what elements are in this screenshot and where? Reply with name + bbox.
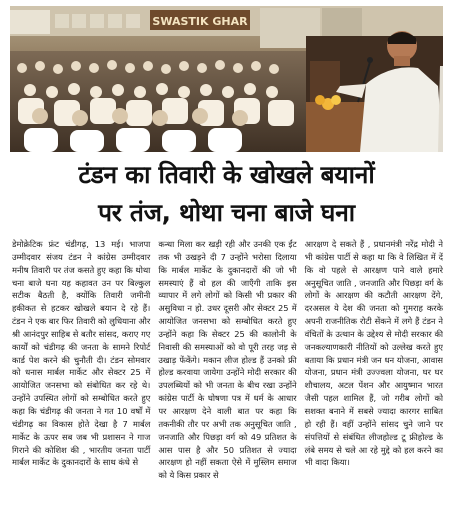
headline	[6, 156, 447, 232]
swastik-ghar-banner: SWASTIK GHAR	[152, 15, 248, 28]
headline-line-2: पर तंज, थोथा चना बाजे घना	[98, 198, 355, 227]
article-column-3	[305, 238, 443, 526]
article-column-1	[12, 238, 150, 526]
headline-line-1: टंडन का तिवारी के खोखले बयानों	[78, 160, 375, 189]
article-body	[12, 238, 443, 526]
article-paragraph-1: डेमोक्रेटिक फ्रंट चंडीगढ़, 13 मई। भाजपा उम्मीदवार संजय टंडन ने कांग्रेस उम्मीदवार मनीष तिवारी पर तंज कसते हुए कहा कि थोथा चना बाजे घना यह कहावत उन पर बिल्कुल सटीक बैठती है, क्योंकि तिवारी जमीनी हकीकत से हटकर खोखले बयान दे रहे हैं। टंडन ने एक बार फिर तिवारी को लुधियाना और श्री आनंदपुर साहिब से बतौर सांसद, कराए गए कार्यों को चंडीगढ़ की जनता के सामने रिपोर्ट कार्ड पेश करने की चुनौती दी। टंडन सोमवार को धनास मार्बल मार्केट और सेक्टर 25 में आयोजित जनसभा को संबोधित कर रहे थे। उन्होंने उपस्थित लोगों को सम्बोधित करते हुए कहा कि चंडीगढ़ की जनता ने गत 10 वर्षों में चंडीगढ़ का विकास होते देखा है 7 मार्बल मार्केट के ऊपर सब जब भी प्रशासन ने गाज गिराने की कोशिश की , भारतीय जनता पार्टी मार्बल मार्केट के दुकानदारों के साथ कंधे से	[12, 239, 151, 468]
article-paragraph-3: आरक्षण दे सकते हैं , प्रधानमंत्री नरेंद्र मोदी ने भी कांग्रेस पार्टी से कहा था कि वे लिखित में दें कि वो पहले से आरक्षण पाने वाले हमारे अनुसूचित जाति , जनजाति और पिछड़ा वर्ग के लोगों के आरक्षण की कटौती आरक्षण देंगे, दरअसल ये देश की जनता को गुमराह करके अपनी राजनीतिक रोटी सेंकने में लगे हैं टंडन ने वंचितों के उत्थान के उद्देश्य से मोदी सरकार की जनकल्याणकारी नीतियों को उल्लेख करते हुए बताया कि प्रधान मंत्री जन धन योजना, आवास योजना, प्रधान मंत्री उज्ज्वला योजना, घर घर शौचालय, अटल पेंशन और आयुष्मान भारत जैसी पहल शामिल हैं, जो गरीब लोगों को सशक्त बनाने में सबसे ज्यादा कारगर साबित हो रही हैं। वहीं उन्होंने सांसद चुने जाने पर संपत्तियों से संबंधित लीजहोल्ड टू फ्रीहोल्ड के लंबे समय से चले आ रहे मुद्दे को हल करने का भी वादा किया।	[304, 239, 443, 468]
article-paragraph-2: कन्धा मिला कर खड़ी रही और उनकी एक ईंट तक भी उखड़ने दी 7 उन्होंने भरोसा दिलाया कि मार्बल मार्केट के दुकानदारों की जो भी समस्याएं हैं वो हल की जाएँगी ताकि इस व्यापार में लगे लोगों को किसी भी प्रकार की असुविधा न हो. उधर दूसरी और सेक्टर 25 में आयोजित जनसभा को सम्बोधित करते हुए उन्होंने कहा कि सेक्टर 25 की कालोनी के निवासी की समस्याओं को वो पूरी तरह जड़ से उखाड़ फेंकेंगे। मकान लीज होल्ड हैं उनको फ्री होल्ड करवाया जायेगा उन्होंने मोदी सरकार की उपलब्धियों को भी जनता के बीच रखा उन्होंने कांग्रेस पार्टी के घोषणा पत्र में धर्म के आधार पर आरक्षण देने वाली बात पर कहा कि तकनीकी तौर पर अभी तक अनुसूचित जाति , जनजाति और पिछड़ा वर्ग को 49 प्रतिशत के आस पास है और 50 प्रतिशत से ज्यादा आरक्षण हो नहीं सकता ऐसे में मुस्लिम समाज को ये किस प्रकार से	[158, 239, 297, 481]
news-photo	[10, 6, 443, 152]
rally-photo-illustration	[10, 6, 443, 152]
article-column-2	[158, 238, 296, 526]
